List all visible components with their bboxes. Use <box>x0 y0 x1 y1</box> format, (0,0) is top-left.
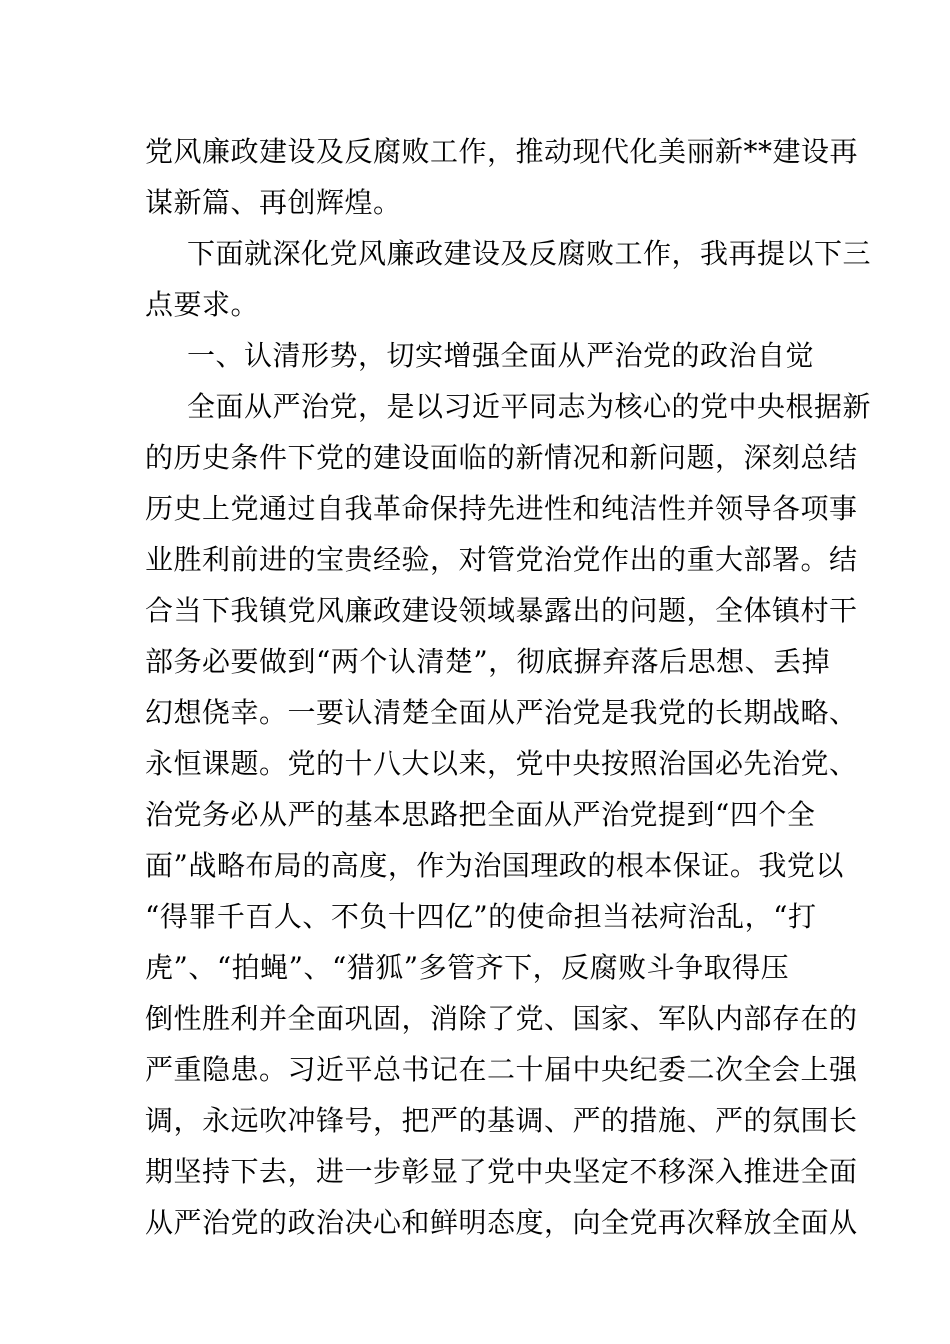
text-line: 的历史条件下党的建设面临的新情况和新问题，深刻总结 <box>145 441 858 474</box>
text-line: 虎”、“拍蝇”、“猎狐”多管齐下，反腐败斗争取得压 <box>145 951 790 984</box>
text-line: 谋新篇、再创辉煌。 <box>145 186 402 219</box>
text-line: 点要求。 <box>145 288 260 321</box>
text-line: 倒性胜利并全面巩固，消除了党、国家、军队内部存在的 <box>145 1002 858 1035</box>
text-line: 从严治党的政治决心和鲜明态度，向全党再次释放全面从 <box>145 1206 858 1239</box>
text-line: 合当下我镇党风廉政建设领域暴露出的问题，全体镇村干 <box>145 594 858 627</box>
text-line: 业胜利前进的宝贵经验，对管党治党作出的重大部署。结 <box>145 543 858 576</box>
text-line: 永恒课题。党的十八大以来，党中央按照治国必先治党、 <box>145 747 858 780</box>
text-line: 期坚持下去，进一步彰显了党中央坚定不移深入推进全面 <box>145 1155 858 1188</box>
text-line: 历史上党通过自我革命保持先进性和纯洁性并领导各项事 <box>145 492 858 525</box>
text-line: 下面就深化党风廉政建设及反腐败工作，我再提以下三 <box>187 237 872 270</box>
text-line: 严重隐患。习近平总书记在二十届中央纪委二次全会上强 <box>145 1053 858 1086</box>
text-line: 幻想侥幸。一要认清楚全面从严治党是我党的长期战略、 <box>145 696 858 729</box>
text-line: 治党务必从严的基本思路把全面从严治党提到“四个全 <box>145 798 816 831</box>
text-line: 部务必要做到“两个认清楚”，彻底摒弃落后思想、丢掉 <box>145 645 831 678</box>
text-line: 党风廉政建设及反腐败工作，推动现代化美丽新**建设再 <box>145 135 859 168</box>
section-heading: 一、认清形势，切实增强全面从严治党的政治自觉 <box>187 339 815 372</box>
text-line: 调，永远吹冲锋号，把严的基调、严的措施、严的氛围长 <box>145 1104 858 1137</box>
text-line: “得罪千百人、不负十四亿”的使命担当祛疴治乱，“打 <box>145 900 817 933</box>
text-line: 全面从严治党，是以习近平同志为核心的党中央根据新 <box>187 390 872 423</box>
text-line: 面”战略布局的高度，作为治国理政的根本保证。我党以 <box>145 849 844 882</box>
body-text <box>145 126 872 1248</box>
